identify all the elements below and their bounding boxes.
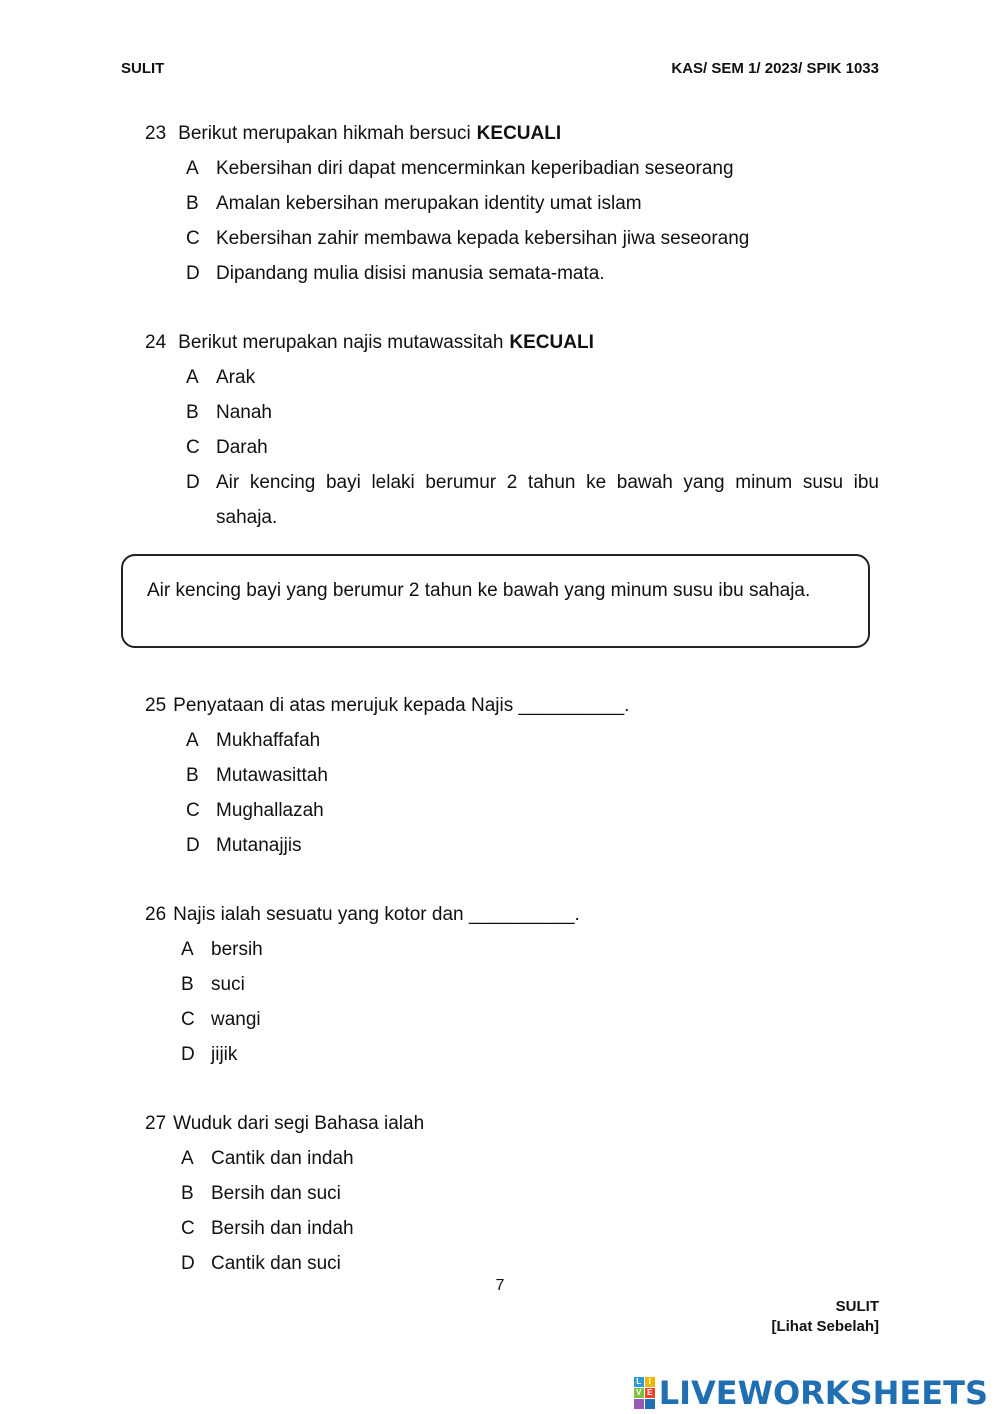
option-b[interactable]: B Amalan kebersihan merupakan identity umat islam [186, 193, 642, 214]
option-d[interactable]: D Cantik dan suci [181, 1253, 341, 1274]
question-text: Najis ialah sesuatu yang kotor dan __________. [173, 904, 580, 925]
question-stem [145, 688, 879, 723]
header-right: KAS/ SEM 1/ 2023/ SPIK 1033 [671, 60, 879, 77]
question-27 [145, 1106, 879, 1281]
keyword: KECUALI [509, 332, 594, 353]
statement-box [121, 554, 870, 648]
liveworksheets-logo[interactable] [634, 1374, 988, 1412]
question-number: 26 [145, 904, 167, 925]
option-a[interactable]: A Mukhaffafah [186, 730, 321, 751]
option-b[interactable]: B Mutawasittah [186, 765, 328, 786]
question-text: Berikut merupakan hikmah bersuci KECUALI [178, 123, 562, 144]
question-number: 25 [145, 695, 167, 716]
option-b[interactable]: B Bersih dan suci [181, 1183, 341, 1204]
question-stem [145, 1106, 879, 1141]
page-number: 7 [495, 1277, 505, 1294]
question-number: 27 [145, 1113, 167, 1134]
option-c[interactable]: C Bersih dan indah [181, 1218, 354, 1239]
option-a[interactable]: A Kebersihan diri dapat mencerminkan keperibadian seseorang [186, 158, 734, 179]
option-a[interactable]: A Arak [186, 367, 256, 388]
header-left: SULIT [121, 60, 165, 77]
keyword: KECUALI [476, 123, 562, 144]
option-b[interactable]: B Nanah [186, 402, 272, 423]
question-26 [145, 897, 879, 1072]
logo-text: LIVEWORKSHEETS [658, 1374, 988, 1412]
option-a[interactable]: A bersih [181, 939, 263, 960]
option-d[interactable]: D Air kencing bayi lelaki berumur 2 tahun ke bawah yang minum susu ibu sahaja. [186, 472, 879, 528]
question-25 [145, 688, 879, 863]
option-d[interactable]: D jijik [181, 1044, 238, 1065]
option-c[interactable]: C Kebersihan zahir membawa kepada kebersihan jiwa seseorang [186, 228, 750, 249]
option-c[interactable]: C Mughallazah [186, 800, 324, 821]
question-text: Wuduk dari segi Bahasa ialah [173, 1113, 425, 1134]
option-a[interactable]: A Cantik dan indah [181, 1148, 354, 1169]
question-stem [145, 116, 879, 151]
logo-icon: L I V E [634, 1377, 655, 1409]
question-text: Penyataan di atas merujuk kepada Najis __________. [173, 695, 630, 716]
question-stem [145, 897, 879, 932]
question-stem [145, 325, 879, 360]
question-24 [145, 325, 879, 535]
question-23 [145, 116, 879, 291]
footer-sulit: SULIT [835, 1298, 879, 1315]
option-d[interactable]: D Mutanajjis [186, 835, 302, 856]
option-c[interactable]: C wangi [181, 1009, 261, 1030]
option-c[interactable]: C Darah [186, 437, 268, 458]
option-d[interactable]: D Dipandang mulia disisi manusia semata-mata. [186, 263, 605, 284]
option-b[interactable]: B suci [181, 974, 245, 995]
question-text: Berikut merupakan najis mutawassitah KECUALI [178, 332, 594, 353]
question-number: 23 [145, 123, 167, 144]
question-number: 24 [145, 332, 167, 353]
footer-next-page: [Lihat Sebelah] [771, 1318, 879, 1335]
statement-text: Air kencing bayi yang berumur 2 tahun ke bawah yang minum susu ibu sahaja. [147, 580, 811, 601]
